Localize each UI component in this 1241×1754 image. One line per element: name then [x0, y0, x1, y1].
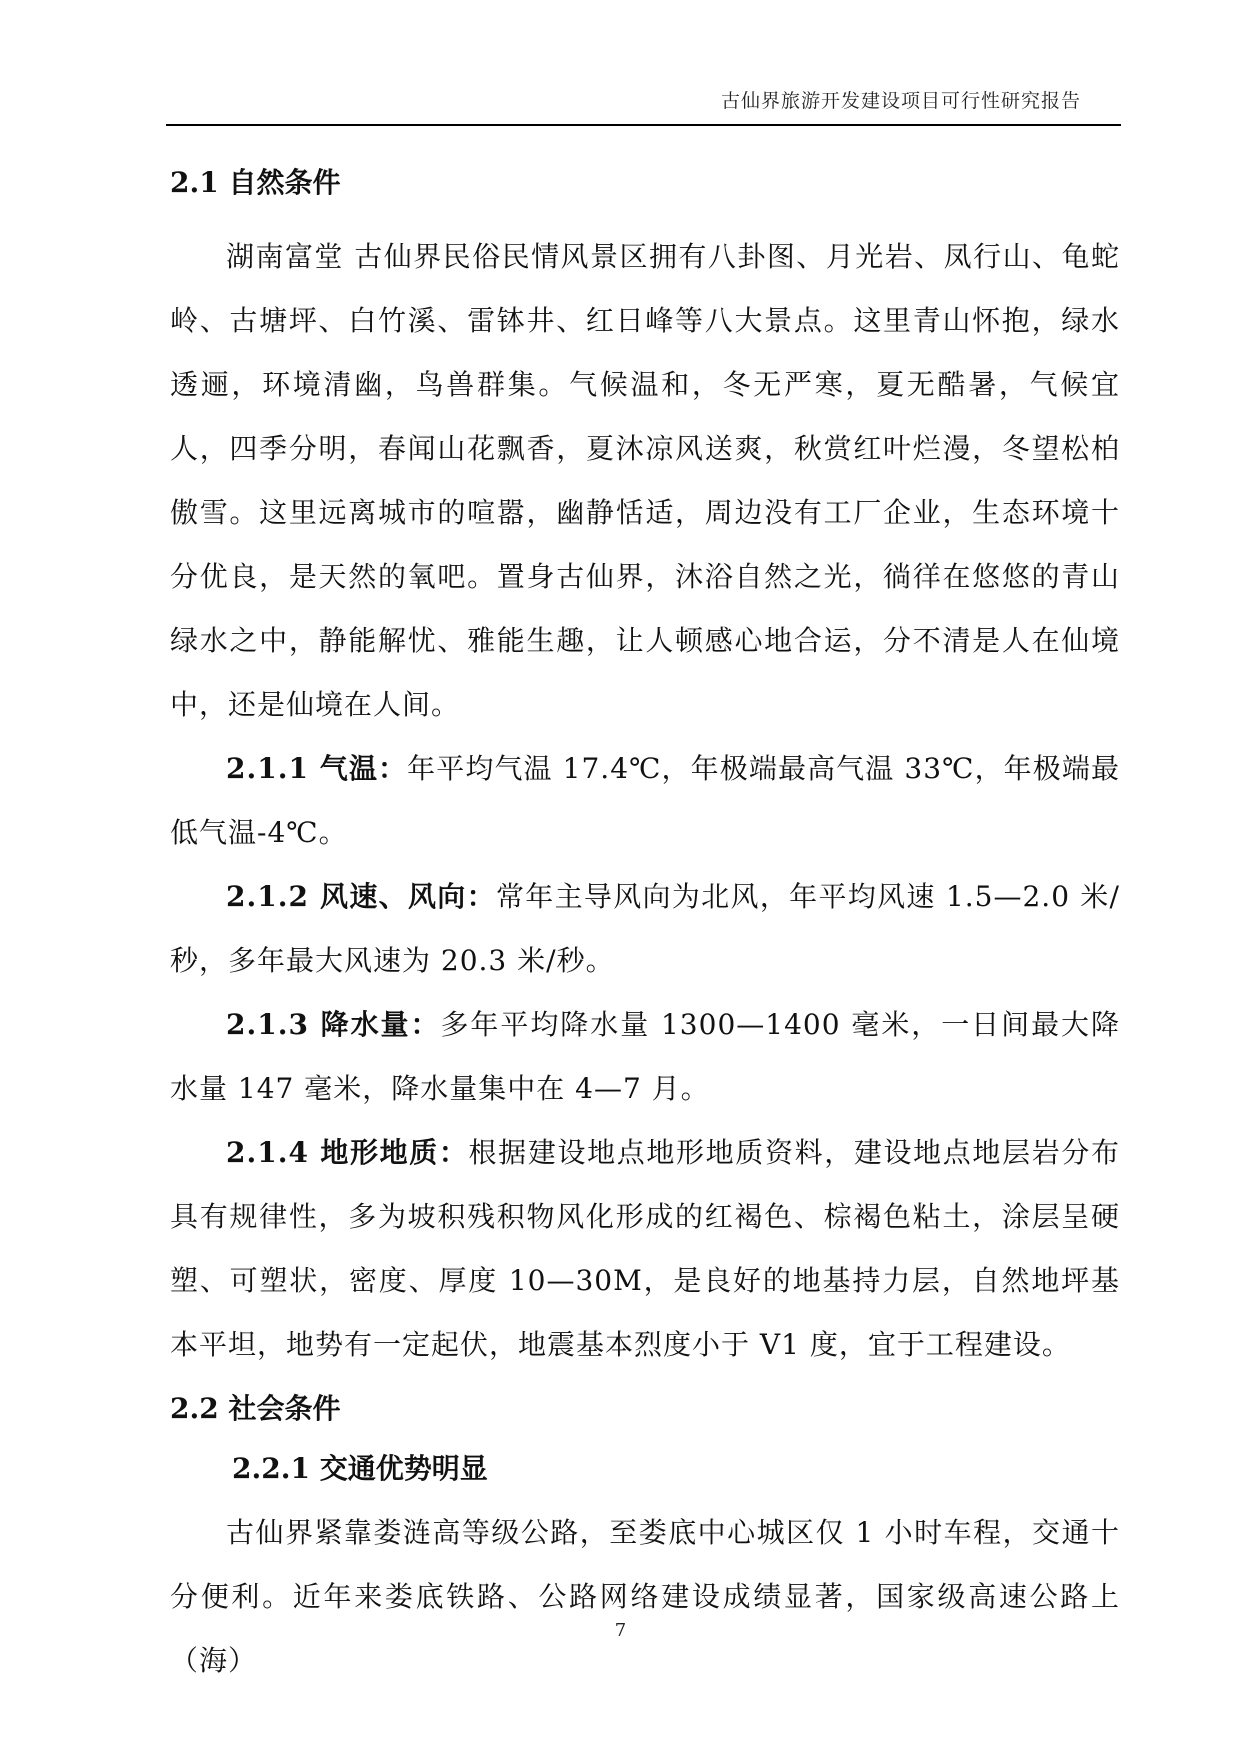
item-text-geology: 根据建设地点地形地质资料，建设地点地层岩分布具有规律性，多为坡积残积物风化形成的红褐色、棕褐色粘土，涂层呈硬塑、可塑状，密度、厚度 10—30M，是良好的地基持力层，自然地坪基本平坦，地势有一定起伏，地震基本烈度小于 V1 度，宜于工程建设。: [170, 1136, 1120, 1361]
paragraph-wind: [170, 865, 1120, 993]
header-rule: [166, 124, 1121, 126]
paragraph-intro: 湖南富堂 古仙界民俗民情风景区拥有八卦图、月光岩、凤行山、龟蛇岭、古塘坪、白竹溪、雷钵井、红日峰等八大景点。这里青山怀抱，绿水透逦，环境清幽，鸟兽群集。气候温和，冬无严寒，夏无酷暑，气候宜人，四季分明，春闻山花飘香，夏沐凉风送爽，秋赏红叶烂漫，冬望松柏傲雪。这里远离城市的喧嚣，幽静恬适，周边没有工厂企业，生态环境十分优良，是天然的氧吧。置身古仙界，沐浴自然之光，徜徉在悠悠的青山绿水之中，静能解忧、雅能生趣，让人顿感心地合运，分不清是人在仙境中，还是仙境在人间。: [170, 240, 1120, 721]
paragraph-temperature: [170, 737, 1120, 865]
subsection-heading-2-2-1: 2.2.1 交通优势明显: [232, 1452, 488, 1485]
item-label-temperature: 2.1.1 气温：: [226, 752, 408, 785]
item-label-geology: 2.1.4 地形地质：: [226, 1136, 469, 1169]
paragraph-transport: 古仙界紧靠娄涟高等级公路，至娄底中心城区仅 1 小时车程，交通十分便利。近年来娄底铁路、公路网络建设成绩显著，国家级高速公路上（海）: [170, 1516, 1120, 1677]
section-heading-2-2: 2.2 社会条件: [170, 1392, 341, 1425]
page-number: 7: [614, 1620, 627, 1641]
paragraph-precipitation: [170, 993, 1120, 1121]
item-label-precipitation: 2.1.3 降水量：: [226, 1008, 441, 1041]
paragraph-geology: [170, 1121, 1120, 1377]
item-text-precipitation: 多年平均降水量 1300—1400 毫米，一日间最大降水量 147 毫米，降水量集中在 4—7 月。: [170, 1008, 1120, 1105]
running-header: 古仙界旅游开发建设项目可行性研究报告: [720, 90, 1081, 112]
page-content: [170, 155, 1120, 1693]
item-text-temperature: 年平均气温 17.4℃，年极端最高气温 33℃，年极端最低气温-4℃。: [170, 752, 1120, 849]
section-heading-2-1: 2.1 自然条件: [170, 166, 341, 199]
item-text-wind: 常年主导风向为北风，年平均风速 1.5—2.0 米/秒，多年最大风速为 20.3 米/秒。: [170, 880, 1120, 977]
item-label-wind: 2.1.2 风速、风向：: [226, 880, 496, 913]
